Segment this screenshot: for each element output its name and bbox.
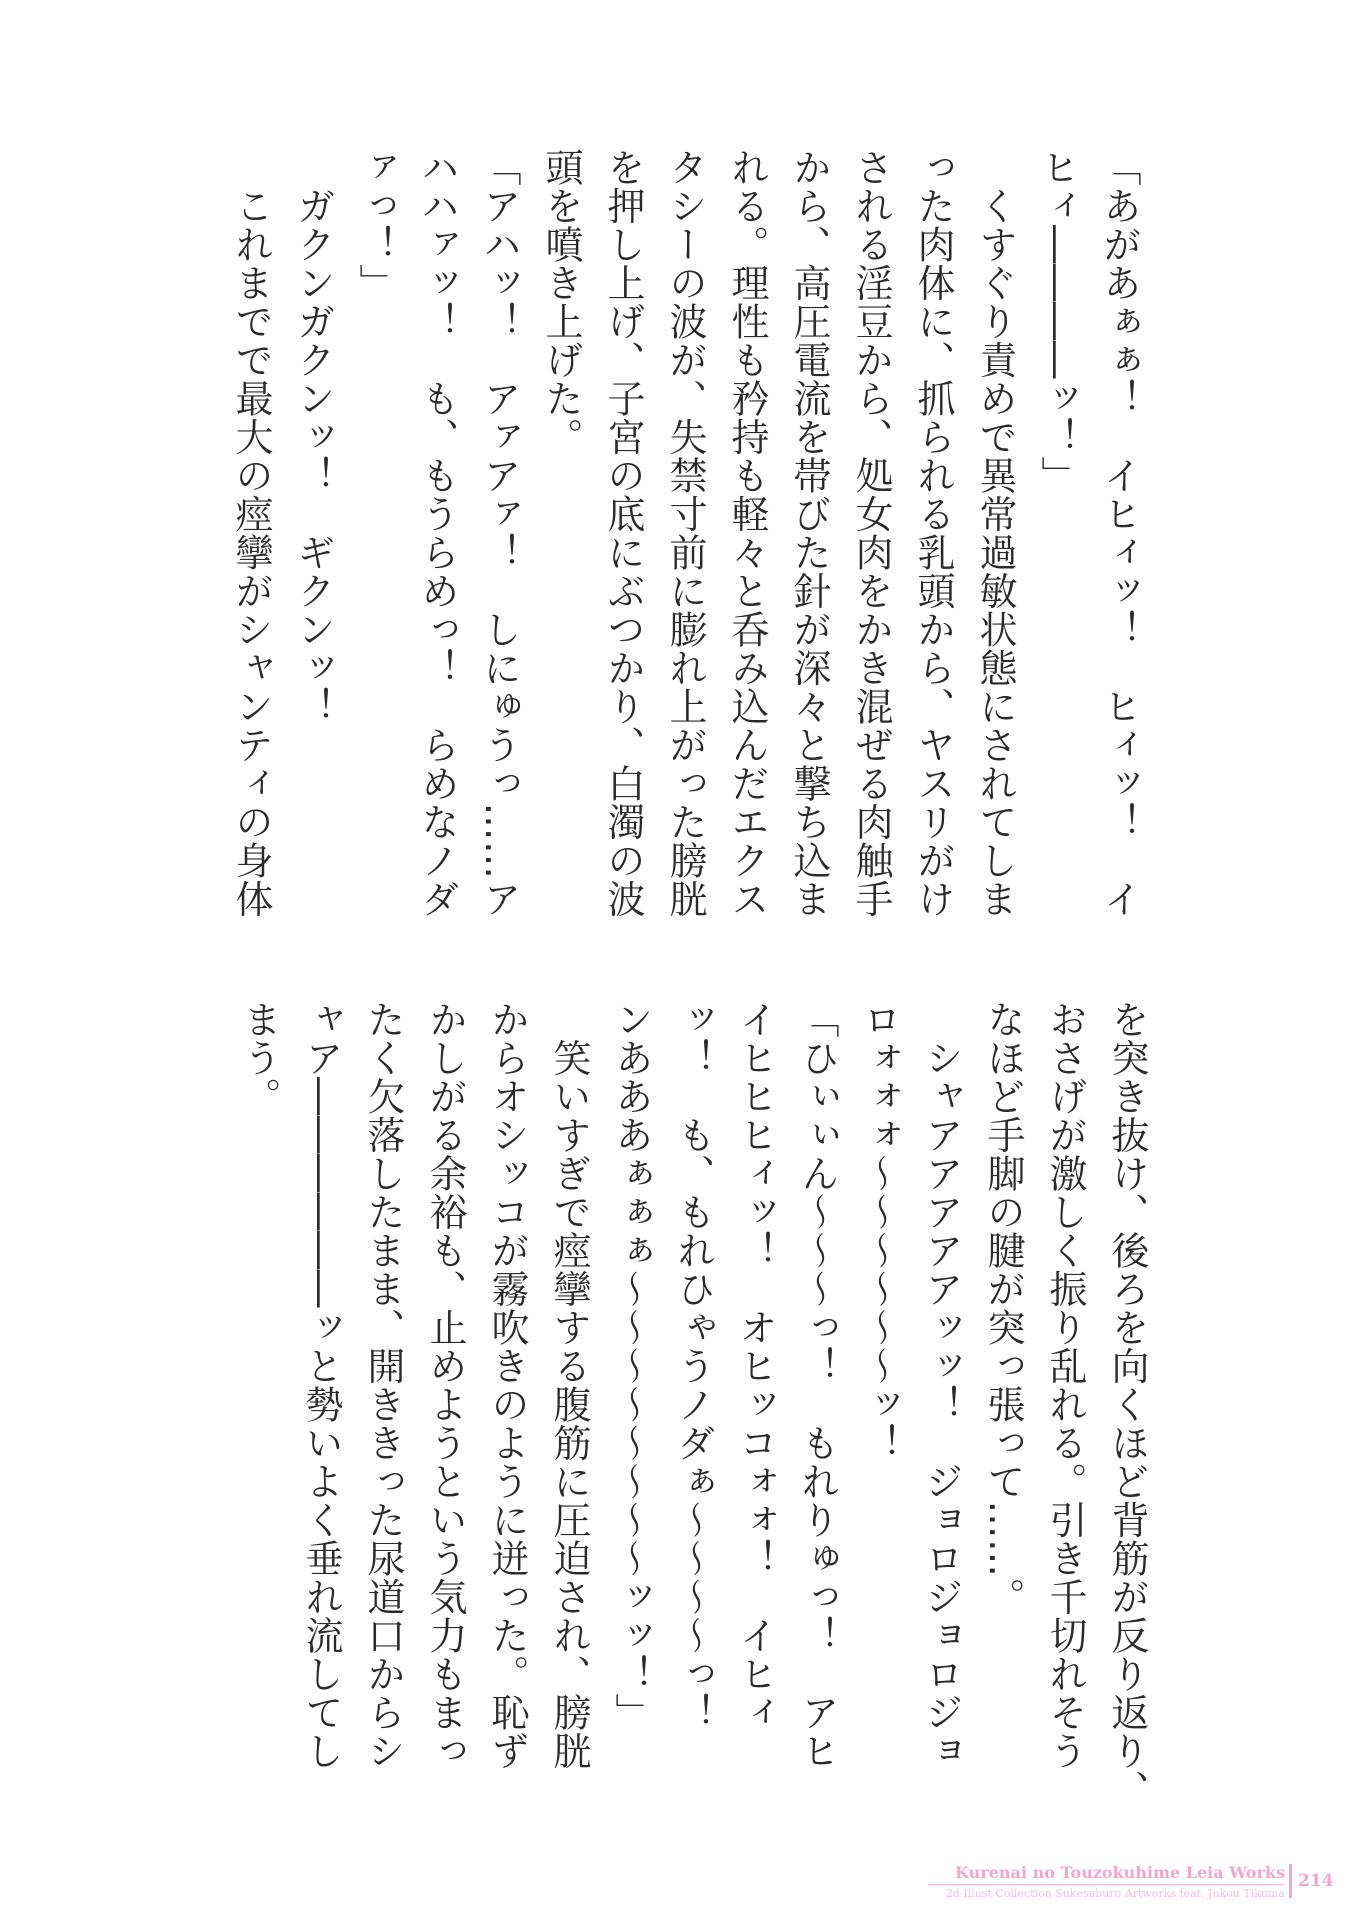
text-column: イヒヒヒィッ！ オヒッコォォ！ イヒィ <box>733 1000 777 1732</box>
text-column: かしがる余裕も、止めようという気力もまっ <box>423 1000 467 1770</box>
text-column: った肉体に、抓られる乳頭から、ヤスリがけ <box>911 148 955 918</box>
text-column: 「あがあぁぁ！ イヒィッ！ ヒィッ！ イ <box>1097 148 1141 918</box>
text-column: なほど手脚の腱が突っ張って……。 <box>981 1000 1025 1616</box>
text-column: からオシッコが霧吹きのように迸った。恥ず <box>485 1000 529 1770</box>
text-column: れる。理性も矜持も軽々と呑み込んだエクス <box>725 148 769 918</box>
text-block-top <box>220 148 1150 928</box>
text-column: を押し上げ、子宮の底にぶつかり、白濁の波 <box>601 148 645 918</box>
text-column: たく欠落したまま、開ききった尿道口からシ <box>361 1000 405 1770</box>
page-footer <box>900 1855 1360 1910</box>
text-column: ハハァッ！ も、もうらめっ！ らめなノダ <box>415 148 459 918</box>
text-column: 「アハッ！ アァアァ！ しにゅうっ……ア <box>477 148 521 918</box>
text-column: ンあああぁぁぁ～～～～～～～～ッッ！」 <box>609 1000 653 1732</box>
text-column: まう。 <box>237 1000 281 1116</box>
text-column: を突き抜け、後ろを向くほど背筋が反り返り、 <box>1105 1000 1149 1809</box>
text-column: これまでで最大の痙攣がシャンティの身体 <box>229 148 273 918</box>
text-column: ァっ！」 <box>353 148 397 302</box>
text-column: 笑いすぎで痙攣する腹筋に圧迫され、膀胱 <box>547 1000 591 1770</box>
text-column: ッ！ も、もれひゃうノダぁ～～～～っ！ <box>671 1000 715 1732</box>
footer-title: Kurenai no Touzokuhime Leia Works <box>955 1863 1285 1882</box>
text-column: 頭を噴き上げた。 <box>539 148 583 456</box>
text-column: ロォォォ～～～～～～ッ！ <box>857 1000 901 1462</box>
text-column: おさげが激しく振り乱れる。引き千切れそう <box>1043 1000 1087 1770</box>
text-block-bottom <box>228 1000 1158 1809</box>
text-column: される淫豆から、処女肉をかき混ぜる肉触手 <box>849 148 893 918</box>
text-column: ヒィ――――ッ！」 <box>1035 148 1079 495</box>
text-column: シャアアアアアッッ！ ジョロジョロジョ <box>919 1000 963 1770</box>
page-number: 214 <box>1298 1871 1334 1891</box>
text-column: くすぐり責めで異常過敏状態にされてしま <box>973 148 1017 918</box>
text-column: タシーの波が、失禁寸前に膨れ上がった膀胱 <box>663 148 707 918</box>
text-column: から、高圧電流を帯びた針が深々と撃ち込ま <box>787 148 831 918</box>
text-column: ャア――――――ッと勢いよく垂れ流してし <box>299 1000 343 1770</box>
footer-divider <box>928 1884 1285 1885</box>
text-column: 「ひぃぃん～～～っ！ もれりゅっ！ アヒ <box>795 1000 839 1770</box>
footer-bar <box>1289 1864 1292 1898</box>
text-column: ガクンガクンッ！ ギクンッ！ <box>291 148 335 726</box>
footer-subtitle: 2d Illust Collection Sukesaburo Artworks feat. Jukou Tikuma <box>945 1887 1285 1900</box>
